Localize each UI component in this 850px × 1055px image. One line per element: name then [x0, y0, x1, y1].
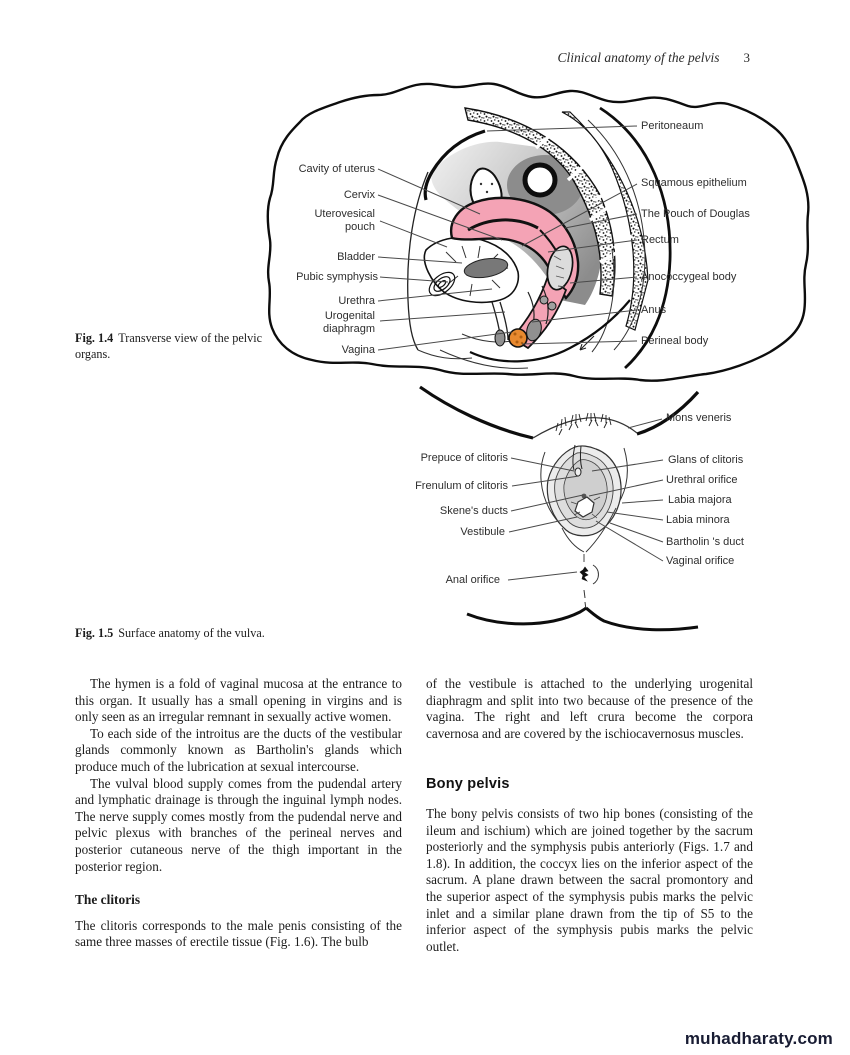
- label-bladder: Bladder: [337, 251, 375, 263]
- paragraph: To each side of the introitus are the ducts of the vestibular glands commonly known as Bartholin's glands which produce much of the lubrication at sexual intercourse.: [75, 725, 402, 774]
- paragraph: The hymen is a fold of vaginal mucosa at the entrance to this organ. It usually has a small opening in virgins and is only seen as an irregular remnant in sexually active women.: [75, 676, 402, 725]
- page-number: 3: [743, 50, 750, 65]
- label-pouch-of-douglas: The Pouch of Douglas: [641, 208, 750, 220]
- label-uterovesical-pouch: Uterovesical pouch: [314, 208, 375, 233]
- label-pubic-symphysis: Pubic symphysis: [296, 271, 378, 283]
- running-title: Clinical anatomy of the pelvis: [557, 50, 720, 65]
- label-urethra: Urethra: [338, 295, 375, 307]
- label-squamous-epithelium: Squamous epithelium: [641, 177, 747, 189]
- fig-1-4-caption-label: Fig. 1.4: [75, 331, 114, 345]
- label-frenulum-of-clitoris: Frenulum of clitoris: [415, 480, 508, 492]
- label-rectum: Rectum: [641, 234, 679, 246]
- paragraph: of the vestibule is attached to the underlying urogenital diaphragm and split into two because of the presence of the vagina. The right and left crura become the corpora cavernosa and are covered by the ischiocavernosus muscles.: [426, 676, 753, 741]
- label-labia-majora: Labia majora: [668, 494, 732, 506]
- label-labia-minora: Labia minora: [666, 514, 730, 526]
- right-column: [426, 676, 753, 955]
- paragraph: The clitoris corresponds to the male penis consisting of the same three masses of erectile tissue (Fig. 1.6). The bulb: [75, 917, 402, 950]
- fig-1-5-caption-label: Fig. 1.5: [75, 626, 114, 640]
- label-prepuce-of-clitoris: Prepuce of clitoris: [420, 452, 508, 464]
- fig-1-4-caption: [75, 331, 280, 363]
- label-urogenital-diaphragm: Urogenital diaphragm: [323, 310, 375, 335]
- label-cavity-of-uterus: Cavity of uterus: [298, 163, 375, 175]
- label-peritoneaum: Peritoneaum: [641, 120, 704, 132]
- label-perineal-body: Perineal body: [641, 335, 709, 347]
- watermark-url: muhadharaty.com: [684, 1029, 833, 1048]
- label-urethral-orifice: Urethral orifice: [666, 474, 738, 486]
- label-vaginal-orifice: Vaginal orifice: [666, 555, 735, 567]
- label-cervix: Cervix: [343, 189, 375, 201]
- paragraph: The bony pelvis consists of two hip bones (consisting of the ileum and ischium) which are joined together by the sacrum posteriorly and the symphysis pubis anteriorly (Figs. 1.7 and 1.8). In addition, the coccyx lies on the inferior aspect of the sacrum. A plane drawn between the sacral promontory and the superior aspect of the symphysis pubis marks the pelvic inlet and a similar plane drawn from the tip of S5 to the inferior aspect of the symphysis pubis marks the pelvic outlet.: [426, 805, 753, 954]
- label-bartholins-duct: Bartholin 's duct: [666, 536, 744, 548]
- left-column: [75, 676, 402, 951]
- fig-1-5-caption-text: Surface anatomy of the vulva.: [118, 626, 265, 640]
- label-anus: Anus: [641, 304, 667, 316]
- paragraph: The vulval blood supply comes from the pudendal artery and lymphatic drainage is through the inguinal lymph nodes. The nerve supply comes mostly from the pudendal nerve and pelvic plexus with branches of the perineal nerves and posterior cutaneous nerve of the thigh important in the posterior region.: [75, 775, 402, 874]
- label-mons-veneris: Mons veneris: [666, 412, 732, 424]
- label-anal-orifice: Anal orifice: [445, 574, 500, 586]
- section-heading-the-clitoris: The clitoris: [75, 892, 141, 908]
- section-heading-bony-pelvis: Bony pelvis: [426, 776, 510, 793]
- label-glans-of-clitoris: Glans of clitoris: [668, 454, 744, 466]
- label-vestibule: Vestibule: [460, 526, 505, 538]
- fig-1-5-caption: [75, 626, 395, 642]
- fig-1-4-caption-text: Transverse view of the pelvic organs.: [75, 331, 262, 361]
- label-skenes-ducts: Skene's ducts: [439, 505, 508, 517]
- label-anococcygeal-body: Anococcygeal body: [641, 271, 737, 283]
- label-vagina: Vagina: [341, 344, 375, 356]
